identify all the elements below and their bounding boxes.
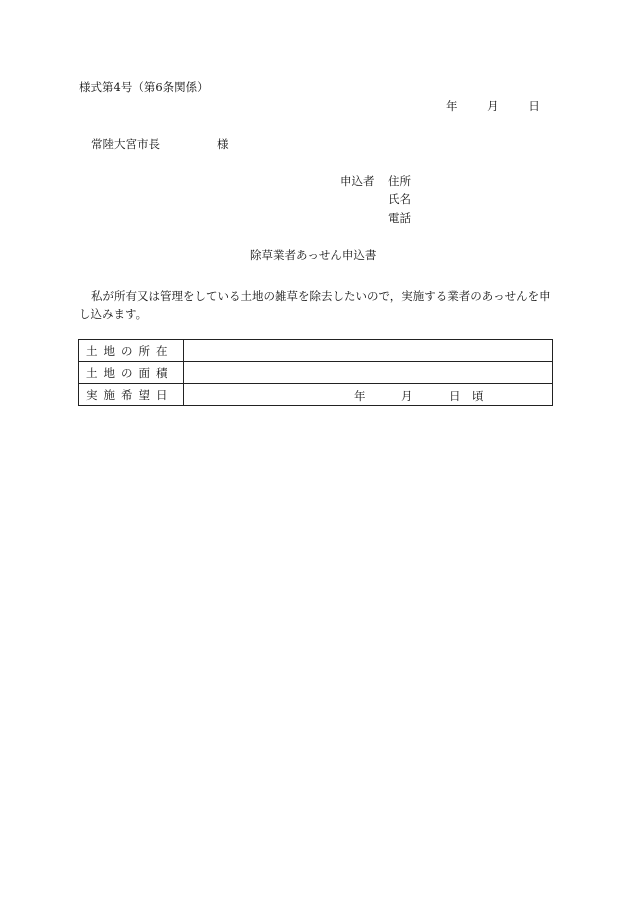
wish-day-unit: 日 (449, 389, 461, 403)
date-year-unit: 年 (446, 99, 458, 113)
land-area-label: 土地の面積 (79, 362, 184, 384)
date-day-unit: 日 (528, 99, 540, 113)
name-label: 氏名 (388, 192, 411, 206)
addressee (91, 139, 229, 151)
land-area-value[interactable] (184, 362, 553, 384)
phone-label: 電話 (388, 211, 411, 225)
table-row (79, 362, 553, 384)
details-table (78, 339, 553, 406)
address-label: 住所 (388, 174, 411, 188)
form-number: 様式第4号（第6条関係） (79, 80, 209, 94)
wish-approx-unit: 頃 (472, 389, 484, 403)
wish-year-unit: 年 (354, 389, 366, 403)
date-month-unit: 月 (487, 99, 499, 113)
addressee-name: 常陸大宮市長 (91, 137, 160, 151)
wish-date-label: 実施希望日 (79, 384, 184, 406)
table-row (79, 384, 553, 406)
wish-date-value[interactable] (184, 384, 553, 406)
land-location-value[interactable] (184, 340, 553, 362)
applicant-label: 申込者 (340, 174, 375, 188)
document-title: 除草業者あっせん申込書 (250, 248, 377, 262)
table-row (79, 340, 553, 362)
wish-date-units (184, 384, 552, 405)
addressee-honorific: 様 (217, 137, 229, 151)
wish-month-unit: 月 (401, 389, 413, 403)
body-text: 私が所有又は管理をしている土地の雑草を除去したいので，実施する業者のあっせんを申し込みます。 (79, 289, 551, 321)
date-line (446, 101, 540, 113)
land-location-label: 土地の所在 (79, 340, 184, 362)
